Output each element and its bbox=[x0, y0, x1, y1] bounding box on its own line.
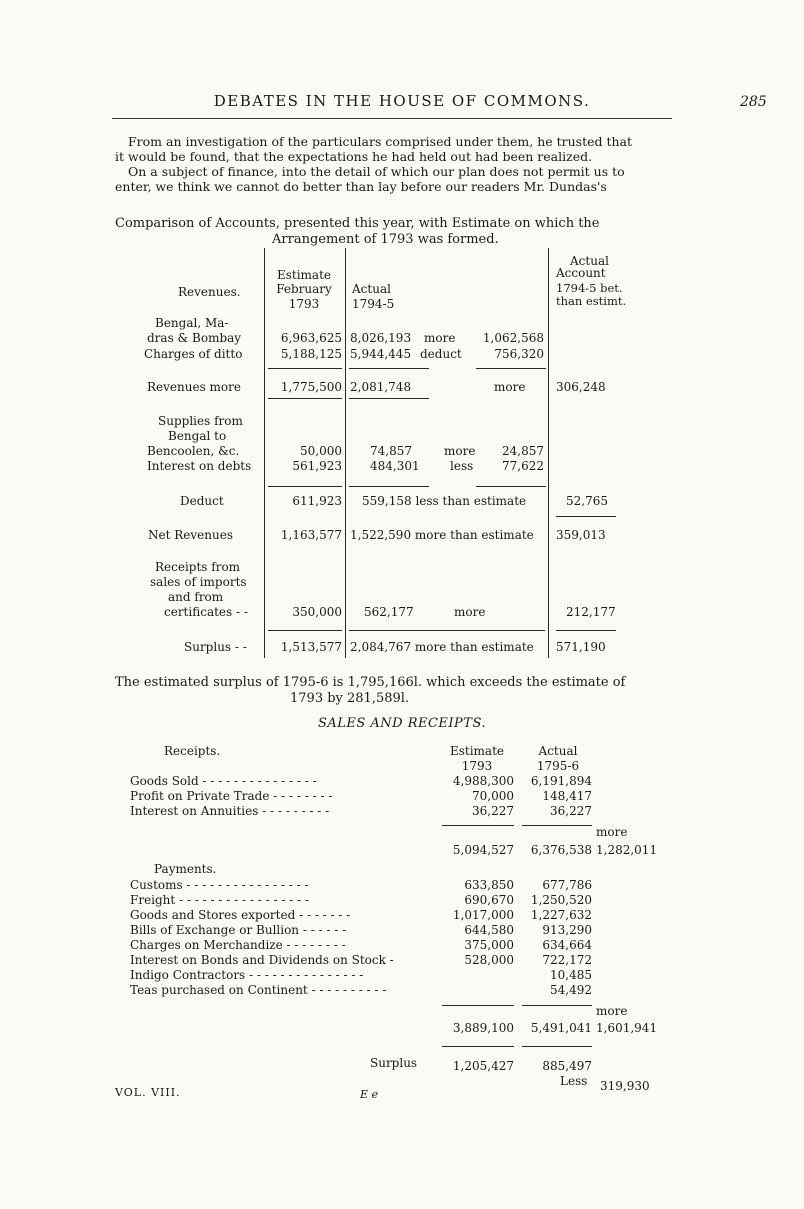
row-deduct-actual: 559,158 less than estimate bbox=[362, 494, 527, 508]
sales-surplus-actual: 885,497 bbox=[542, 1059, 592, 1073]
col-header-acct-4: than estimt. bbox=[556, 294, 627, 308]
receipts-total-actual: 6,376,538 bbox=[530, 843, 592, 857]
row-supplies-diff: 24,857 bbox=[502, 444, 544, 458]
col-header-estimate-1: Estimate bbox=[276, 268, 332, 282]
surplus-rule-act bbox=[522, 1046, 592, 1047]
payments-rule-act bbox=[522, 1005, 592, 1006]
receipts-heading: Receipts. bbox=[164, 744, 221, 758]
rule-act-4 bbox=[349, 630, 545, 631]
col-estimate: Estimate bbox=[449, 744, 505, 758]
row-receipts-label-1: Receipts from bbox=[155, 560, 241, 574]
less-value: 319,930 bbox=[600, 1079, 650, 1093]
row-surplus-label: Surplus - - bbox=[184, 640, 247, 654]
col-estimate-year: 1793 bbox=[461, 759, 493, 773]
col-header-acct-2: Account bbox=[556, 266, 606, 280]
payment-row-estimate: 633,850 bbox=[464, 878, 514, 892]
payment-row-estimate: 1,017,000 bbox=[452, 908, 514, 922]
row-charges-actual: 5,944,445 bbox=[350, 347, 412, 361]
rule-act-3 bbox=[349, 486, 429, 487]
row-deduct-label: Deduct bbox=[180, 494, 224, 508]
payments-total-estimate: 3,889,100 bbox=[452, 1021, 514, 1035]
page-number: 285 bbox=[740, 94, 767, 110]
receipt-row-estimate: 70,000 bbox=[472, 789, 514, 803]
receipts-total-more: 1,282,011 bbox=[596, 843, 658, 857]
row-receipts-label-2: sales of imports bbox=[150, 575, 247, 589]
col-header-acct-3: 1794-5 bet. bbox=[556, 281, 623, 295]
col-actual: Actual bbox=[538, 744, 578, 758]
row-net-label: Net Revenues bbox=[148, 528, 233, 542]
rule-acct-4 bbox=[556, 630, 616, 631]
row-revmore-word: more bbox=[494, 380, 526, 394]
col-header-revenues: Revenues. bbox=[178, 285, 241, 299]
receipt-row-estimate: 4,988,300 bbox=[452, 774, 514, 788]
row-surplus-actual: 2,084,767 more than estimate bbox=[350, 640, 534, 654]
estimated-note-1: The estimated surplus of 1795-6 is 1,795,166l. which exceeds the estimate of bbox=[115, 675, 626, 690]
payment-row-estimate: 690,670 bbox=[464, 893, 514, 907]
payment-row-actual: 1,250,520 bbox=[530, 893, 592, 907]
col-divider-3 bbox=[548, 248, 549, 658]
row-supplies-estimate: 50,000 bbox=[300, 444, 342, 458]
row-charges-word: deduct bbox=[420, 347, 462, 361]
col-header-acct-1: Actual bbox=[570, 254, 609, 268]
row-supplies-word: more bbox=[444, 444, 476, 458]
payment-row-label: Freight - - - - - - - - - - - - - - - - - bbox=[130, 893, 310, 907]
sales-title: SALES AND RECEIPTS. bbox=[317, 716, 487, 731]
payments-total-more: 1,601,941 bbox=[596, 1021, 658, 1035]
payment-row-label: Bills of Exchange or Bullion - - - - - - bbox=[130, 923, 347, 937]
row-surplus-acct: 571,190 bbox=[556, 640, 606, 654]
row-deduct-acct: 52,765 bbox=[566, 494, 608, 508]
row-interest-label: Interest on debts bbox=[147, 459, 252, 473]
row-interest-actual: 484,301 bbox=[370, 459, 420, 473]
row-supplies-label-2: Bengal to bbox=[168, 429, 227, 443]
row-charges-diff: 756,320 bbox=[494, 347, 544, 361]
intro-line-2: it would be found, that the expectations he had held out had been realized. bbox=[115, 149, 593, 164]
receipts-total-estimate: 5,094,527 bbox=[452, 843, 514, 857]
row-interest-estimate: 561,923 bbox=[292, 459, 342, 473]
rule-est-4 bbox=[268, 630, 342, 631]
sales-surplus-label: Surplus bbox=[370, 1056, 418, 1070]
row-deduct-estimate: 611,923 bbox=[292, 494, 342, 508]
row-surplus-estimate: 1,513,577 bbox=[280, 640, 342, 654]
rule-est-1 bbox=[268, 368, 342, 369]
row-bengal-label-2: dras & Bombay bbox=[147, 331, 242, 345]
row-interest-word: less bbox=[450, 459, 474, 473]
row-charges-label: Charges of ditto bbox=[144, 347, 243, 361]
row-bengal-label-1: Bengal, Ma- bbox=[155, 316, 229, 330]
col-header-estimate-3: 1793 bbox=[288, 297, 320, 311]
row-receipts-word: more bbox=[454, 605, 486, 619]
row-bengal-estimate: 6,963,625 bbox=[280, 331, 342, 345]
row-net-acct: 359,013 bbox=[556, 528, 606, 542]
receipt-row-label: Interest on Annuities - - - - - - - - - bbox=[130, 804, 330, 818]
volume-signature: VOL. VIII. bbox=[115, 1086, 181, 1099]
row-revmore-acct: 306,248 bbox=[556, 380, 606, 394]
row-receipts-estimate: 350,000 bbox=[292, 605, 342, 619]
rule-act-1 bbox=[349, 368, 429, 369]
receipts-rule-est bbox=[442, 825, 514, 826]
comparison-title-2: Arrangement of 1793 was formed. bbox=[272, 232, 499, 247]
row-revmore-estimate: 1,775,500 bbox=[280, 380, 342, 394]
row-bengal-actual: 8,026,193 bbox=[350, 331, 412, 345]
payments-heading: Payments. bbox=[154, 862, 217, 876]
row-receipts-actual: 562,177 bbox=[364, 605, 414, 619]
estimated-note-2: 1793 by 281,589l. bbox=[290, 691, 410, 706]
receipt-row-actual: 6,191,894 bbox=[530, 774, 592, 788]
row-supplies-actual: 74,857 bbox=[370, 444, 412, 458]
rule-acct-3 bbox=[556, 516, 616, 517]
receipt-row-actual: 148,417 bbox=[542, 789, 592, 803]
payment-row-actual: 634,664 bbox=[542, 938, 592, 952]
sales-surplus-estimate: 1,205,427 bbox=[452, 1059, 514, 1073]
payment-row-estimate: 528,000 bbox=[464, 953, 514, 967]
rule-est-3 bbox=[268, 486, 342, 487]
receipts-rule-act bbox=[522, 825, 592, 826]
row-supplies-label-3: Bencoolen, &c. bbox=[147, 444, 240, 458]
col-actual-year: 1795-6 bbox=[536, 759, 580, 773]
comparison-title-1: Comparison of Accounts, presented this year, with Estimate on which the bbox=[115, 216, 600, 231]
surplus-rule-est bbox=[442, 1046, 514, 1047]
row-net-estimate: 1,163,577 bbox=[280, 528, 342, 542]
receipt-row-label: Goods Sold - - - - - - - - - - - - - - - bbox=[130, 774, 317, 788]
running-title: DEBATES IN THE HOUSE OF COMMONS. bbox=[213, 92, 591, 110]
row-receipts-label-4: certificates - - bbox=[164, 605, 248, 619]
payment-row-label: Charges on Merchandize - - - - - - - - bbox=[130, 938, 346, 952]
col-header-actual-2: 1794-5 bbox=[352, 297, 395, 311]
rule-diff-3 bbox=[476, 486, 546, 487]
row-supplies-label-1: Supplies from bbox=[158, 414, 243, 428]
row-receipts-label-3: and from bbox=[168, 590, 224, 604]
row-net-actual: 1,522,590 more than estimate bbox=[350, 528, 534, 542]
row-bengal-diff: 1,062,568 bbox=[482, 331, 544, 345]
payment-row-label: Customs - - - - - - - - - - - - - - - - bbox=[130, 878, 309, 892]
col-header-estimate-2: February bbox=[276, 282, 332, 296]
intro-line-3: On a subject of finance, into the detail of which our plan does not permit us to bbox=[128, 164, 625, 179]
col-header-actual-1: Actual bbox=[352, 282, 391, 296]
intro-line-1: From an investigation of the particulars comprised under them, he trusted that bbox=[128, 134, 633, 149]
payment-row-label: Teas purchased on Continent - - - - - - - - - - bbox=[130, 983, 387, 997]
payment-row-estimate: 375,000 bbox=[464, 938, 514, 952]
payments-total-actual: 5,491,041 bbox=[530, 1021, 592, 1035]
payment-row-label: Goods and Stores exported - - - - - - - bbox=[130, 908, 351, 922]
rule-act-2 bbox=[349, 398, 429, 399]
payment-row-actual: 10,485 bbox=[550, 968, 592, 982]
header-rule bbox=[112, 118, 672, 119]
row-revmore-actual: 2,081,748 bbox=[350, 380, 412, 394]
receipt-row-label: Profit on Private Trade - - - - - - - - bbox=[130, 789, 333, 803]
col-divider-2 bbox=[345, 248, 346, 658]
row-charges-estimate: 5,188,125 bbox=[280, 347, 342, 361]
rule-diff-1 bbox=[476, 368, 546, 369]
payment-row-actual: 722,172 bbox=[542, 953, 592, 967]
payment-row-actual: 913,290 bbox=[542, 923, 592, 937]
payment-row-estimate: 644,580 bbox=[464, 923, 514, 937]
sheet-signature: E e bbox=[360, 1088, 379, 1101]
payment-row-actual: 54,492 bbox=[550, 983, 592, 997]
payment-row-actual: 677,786 bbox=[542, 878, 592, 892]
rule-est-2 bbox=[268, 398, 342, 399]
payment-row-label: Interest on Bonds and Dividends on Stock - bbox=[130, 953, 394, 967]
receipt-row-estimate: 36,227 bbox=[472, 804, 514, 818]
payment-row-label: Indigo Contractors - - - - - - - - - - - - - - - bbox=[130, 968, 364, 982]
payments-more-word: more bbox=[596, 1004, 628, 1018]
less-word: Less bbox=[560, 1074, 588, 1088]
intro-line-4: enter, we think we cannot do better than lay before our readers Mr. Dundas's bbox=[115, 179, 607, 194]
row-bengal-word: more bbox=[424, 331, 456, 345]
row-interest-diff: 77,622 bbox=[502, 459, 544, 473]
receipts-more-word: more bbox=[596, 825, 628, 839]
payments-rule-est bbox=[442, 1005, 514, 1006]
payment-row-actual: 1,227,632 bbox=[530, 908, 592, 922]
receipt-row-actual: 36,227 bbox=[550, 804, 592, 818]
row-revmore-label: Revenues more bbox=[147, 380, 241, 394]
row-receipts-acct: 212,177 bbox=[566, 605, 616, 619]
